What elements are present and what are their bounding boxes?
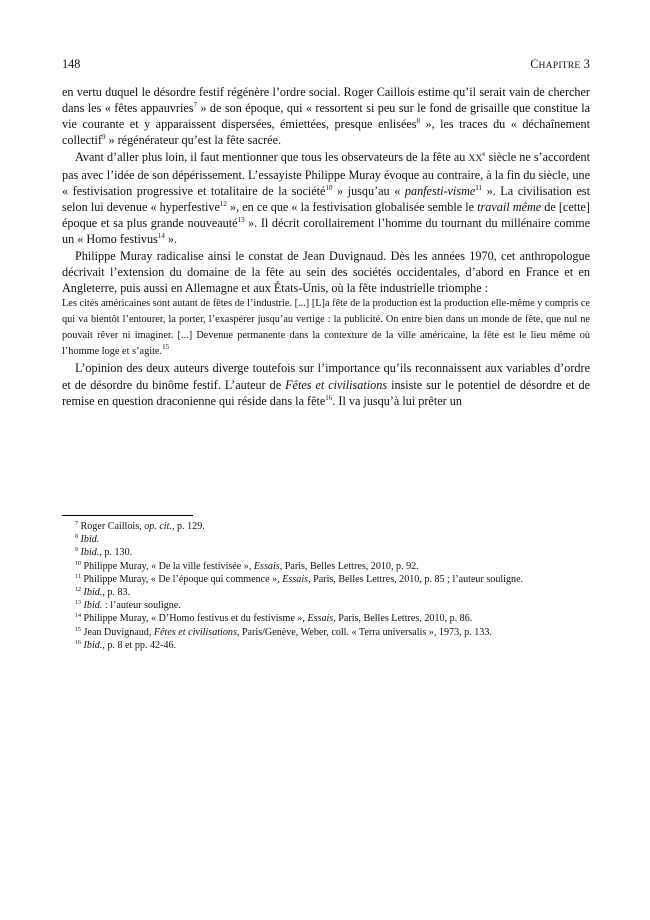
paragraph-1 bbox=[62, 84, 590, 149]
footnote-text: Philippe Muray, « De la ville festivisée », bbox=[83, 560, 254, 572]
footnote-italic: Ibid. bbox=[83, 587, 103, 599]
footnote-text: Philippe Muray, « D’Homo festivus et du festivisme », bbox=[83, 613, 308, 625]
text-run: ». Il décrit corollairement l’homme du tournant du millénaire comme un « Homo festivus bbox=[62, 216, 590, 247]
footnote-italic: op. cit. bbox=[144, 521, 172, 532]
footnote-italic: Essais bbox=[253, 560, 280, 572]
footnote-text: , Paris, Belles Lettres, 2010, p. 86. bbox=[333, 613, 473, 625]
footnote-text: Philippe Muray, « De l’époque qui commence », bbox=[83, 573, 283, 585]
paragraph-3: Philippe Muray radicalise ainsi le constat de Jean Duvignaud. Dès les années 1970, cet anthropologue décrivait l’extension du domaine de la fête au sein des sociétés occidentales, d’abord en France et en Angleterre, puis aussi en Allemagne et aux États-Unis, où la fête industrielle triomphe : bbox=[62, 248, 590, 295]
footnote-number: 13 bbox=[75, 600, 81, 607]
footnote-italic: Essais bbox=[307, 613, 334, 625]
text-run: », les traces du « déchaînement collectif bbox=[62, 117, 590, 148]
footnote-ref[interactable]: 11 bbox=[475, 183, 483, 192]
footnote bbox=[62, 599, 590, 612]
footnote bbox=[62, 639, 590, 652]
text-run: . Il va jusqu’à lui prêter un bbox=[332, 393, 462, 408]
quote-text: Les cités américaines sont autant de fêtes de l’industrie. [...] [L]a fête de la production est la production elle-même y compris ce qui va bientôt l’entourer, la porter, l’exaspérer jusqu’au vertige : la publicité. On entre bien dans un monde de fête, que nul ne pouvait rêver ni imaginer. [...] Devenue permanente dans la contexture de la ville américaine, la fête est le lieu même où l’homme loge et s’agite. bbox=[62, 298, 590, 358]
footnote-ref[interactable]: 13 bbox=[237, 216, 245, 225]
footnote-number: 16 bbox=[75, 639, 81, 646]
text-run: » de son époque, qui « ressortent si peu sur le fond de grisaille que constitue la vie courante et y apparaissent dispersées, émiettées, presque enlisées bbox=[62, 101, 590, 132]
century-superscript: e bbox=[482, 149, 486, 158]
running-header bbox=[62, 57, 590, 73]
footnote-text: , Paris/Genève, Weber, coll. « Terra universalis », 1973, p. 133. bbox=[236, 626, 492, 638]
footnote bbox=[62, 520, 590, 533]
footnote-text: , p. 129. bbox=[171, 521, 205, 532]
text-run: insiste sur le potentiel de désordre et de remise en question draconienne qui réside dans la fête bbox=[62, 377, 591, 408]
footnotes bbox=[62, 520, 590, 652]
footnote-number: 8 bbox=[75, 534, 78, 541]
footnote-separator bbox=[62, 515, 193, 516]
text-run: ». La civilisation est selon lui devenue « hyperfestive bbox=[62, 183, 590, 215]
century-numeral: XX bbox=[468, 152, 483, 164]
footnote-text: : l’auteur souligne. bbox=[102, 600, 181, 612]
footnote-text: , Paris, Belles Lettres, 2010, p. 92. bbox=[279, 560, 419, 572]
footnote-ref[interactable]: 12 bbox=[219, 200, 227, 209]
footnote-number: 7 bbox=[75, 521, 78, 527]
footnote-number: 15 bbox=[75, 626, 81, 633]
footnote bbox=[62, 546, 590, 559]
footnote bbox=[62, 626, 590, 639]
footnote-ref[interactable]: 10 bbox=[325, 183, 333, 192]
italic-term: panfesti-visme bbox=[404, 183, 476, 198]
footnote-number: 10 bbox=[75, 560, 81, 567]
footnote-ref[interactable]: 15 bbox=[162, 343, 170, 352]
footnote bbox=[62, 573, 590, 586]
footnote-ref[interactable]: 7 bbox=[193, 101, 197, 110]
text-run: siècle ne s’accordent pas avec l’idée de son dépérissement. L’essayiste Philippe Muray évoque au contraire, à la fin du siècle, une « festivisation progressive et totalitaire de la société bbox=[62, 149, 590, 198]
footnote-number: 12 bbox=[75, 587, 81, 594]
text-run: ». bbox=[164, 232, 177, 247]
chapter-title bbox=[530, 57, 590, 72]
paragraph-4 bbox=[62, 360, 590, 408]
footnote-number: 9 bbox=[75, 547, 78, 554]
book-title: Fêtes et civilisations bbox=[285, 377, 388, 392]
footnote-italic: Ibid. bbox=[83, 639, 103, 651]
footnote-text: , Paris, Belles Lettres, 2010, p. 85 ; l’auteur souligne. bbox=[308, 573, 524, 585]
footnote-italic: Essais bbox=[282, 573, 309, 585]
footnote-italic: Ibid. bbox=[83, 600, 103, 612]
footnote bbox=[62, 586, 590, 599]
footnote-text: Jean Duvignaud, bbox=[83, 626, 154, 638]
footnote bbox=[62, 612, 590, 625]
paragraph-2 bbox=[62, 149, 590, 248]
text-run: » jusqu’au « bbox=[332, 183, 405, 198]
footnote-text: , p. 8 et pp. 42-46. bbox=[102, 639, 177, 651]
footnote-ref[interactable]: 8 bbox=[416, 117, 421, 126]
footnote-italic: Fêtes et civilisations bbox=[153, 626, 237, 638]
footnote-text: Roger Caillois, bbox=[80, 521, 145, 532]
chapter-initial: C bbox=[530, 57, 539, 71]
block-quote bbox=[62, 296, 590, 360]
body-text bbox=[62, 84, 590, 409]
footnote-number: 11 bbox=[75, 573, 81, 580]
page-number: 148 bbox=[62, 57, 81, 71]
footnote-number: 14 bbox=[75, 613, 81, 620]
text-run: en vertu duquel le désordre festif régénère l’ordre social. Roger Caillois estime qu’il serait vain de chercher dans les « fêtes appauvries bbox=[62, 85, 590, 116]
footnote bbox=[62, 533, 590, 546]
footnote-ref[interactable]: 9 bbox=[101, 133, 106, 142]
footnote-text: , p. 83. bbox=[102, 587, 131, 599]
footnote bbox=[62, 560, 590, 573]
footnote-italic: Ibid. bbox=[80, 547, 100, 559]
text-run: Avant d’aller plus loin, il faut mentionner que tous les observateurs de la fête au bbox=[75, 149, 469, 164]
text-run: de [cette] époque et sa plus grande nouveauté bbox=[62, 200, 590, 231]
footnote-text: , p. 130. bbox=[99, 547, 133, 559]
italic-term: travail même bbox=[477, 200, 542, 215]
chapter-word: HAPITRE bbox=[538, 60, 581, 71]
chapter-number: 3 bbox=[583, 57, 590, 71]
footnote-italic: Ibid. bbox=[80, 534, 100, 546]
footnote-ref[interactable]: 14 bbox=[157, 232, 165, 241]
text-run: » régénérateur qu’est la fête sacrée. bbox=[105, 133, 282, 148]
text-run: », en ce que « la festivisation globalisée semble le bbox=[226, 200, 478, 215]
footnote-ref[interactable]: 16 bbox=[325, 393, 333, 402]
text-run: L’opinion des deux auteurs diverge toutefois sur l’importance qu’ils reconnaissent aux variables d’ordre et de désordre du binôme festif. L’auteur de bbox=[62, 361, 590, 392]
